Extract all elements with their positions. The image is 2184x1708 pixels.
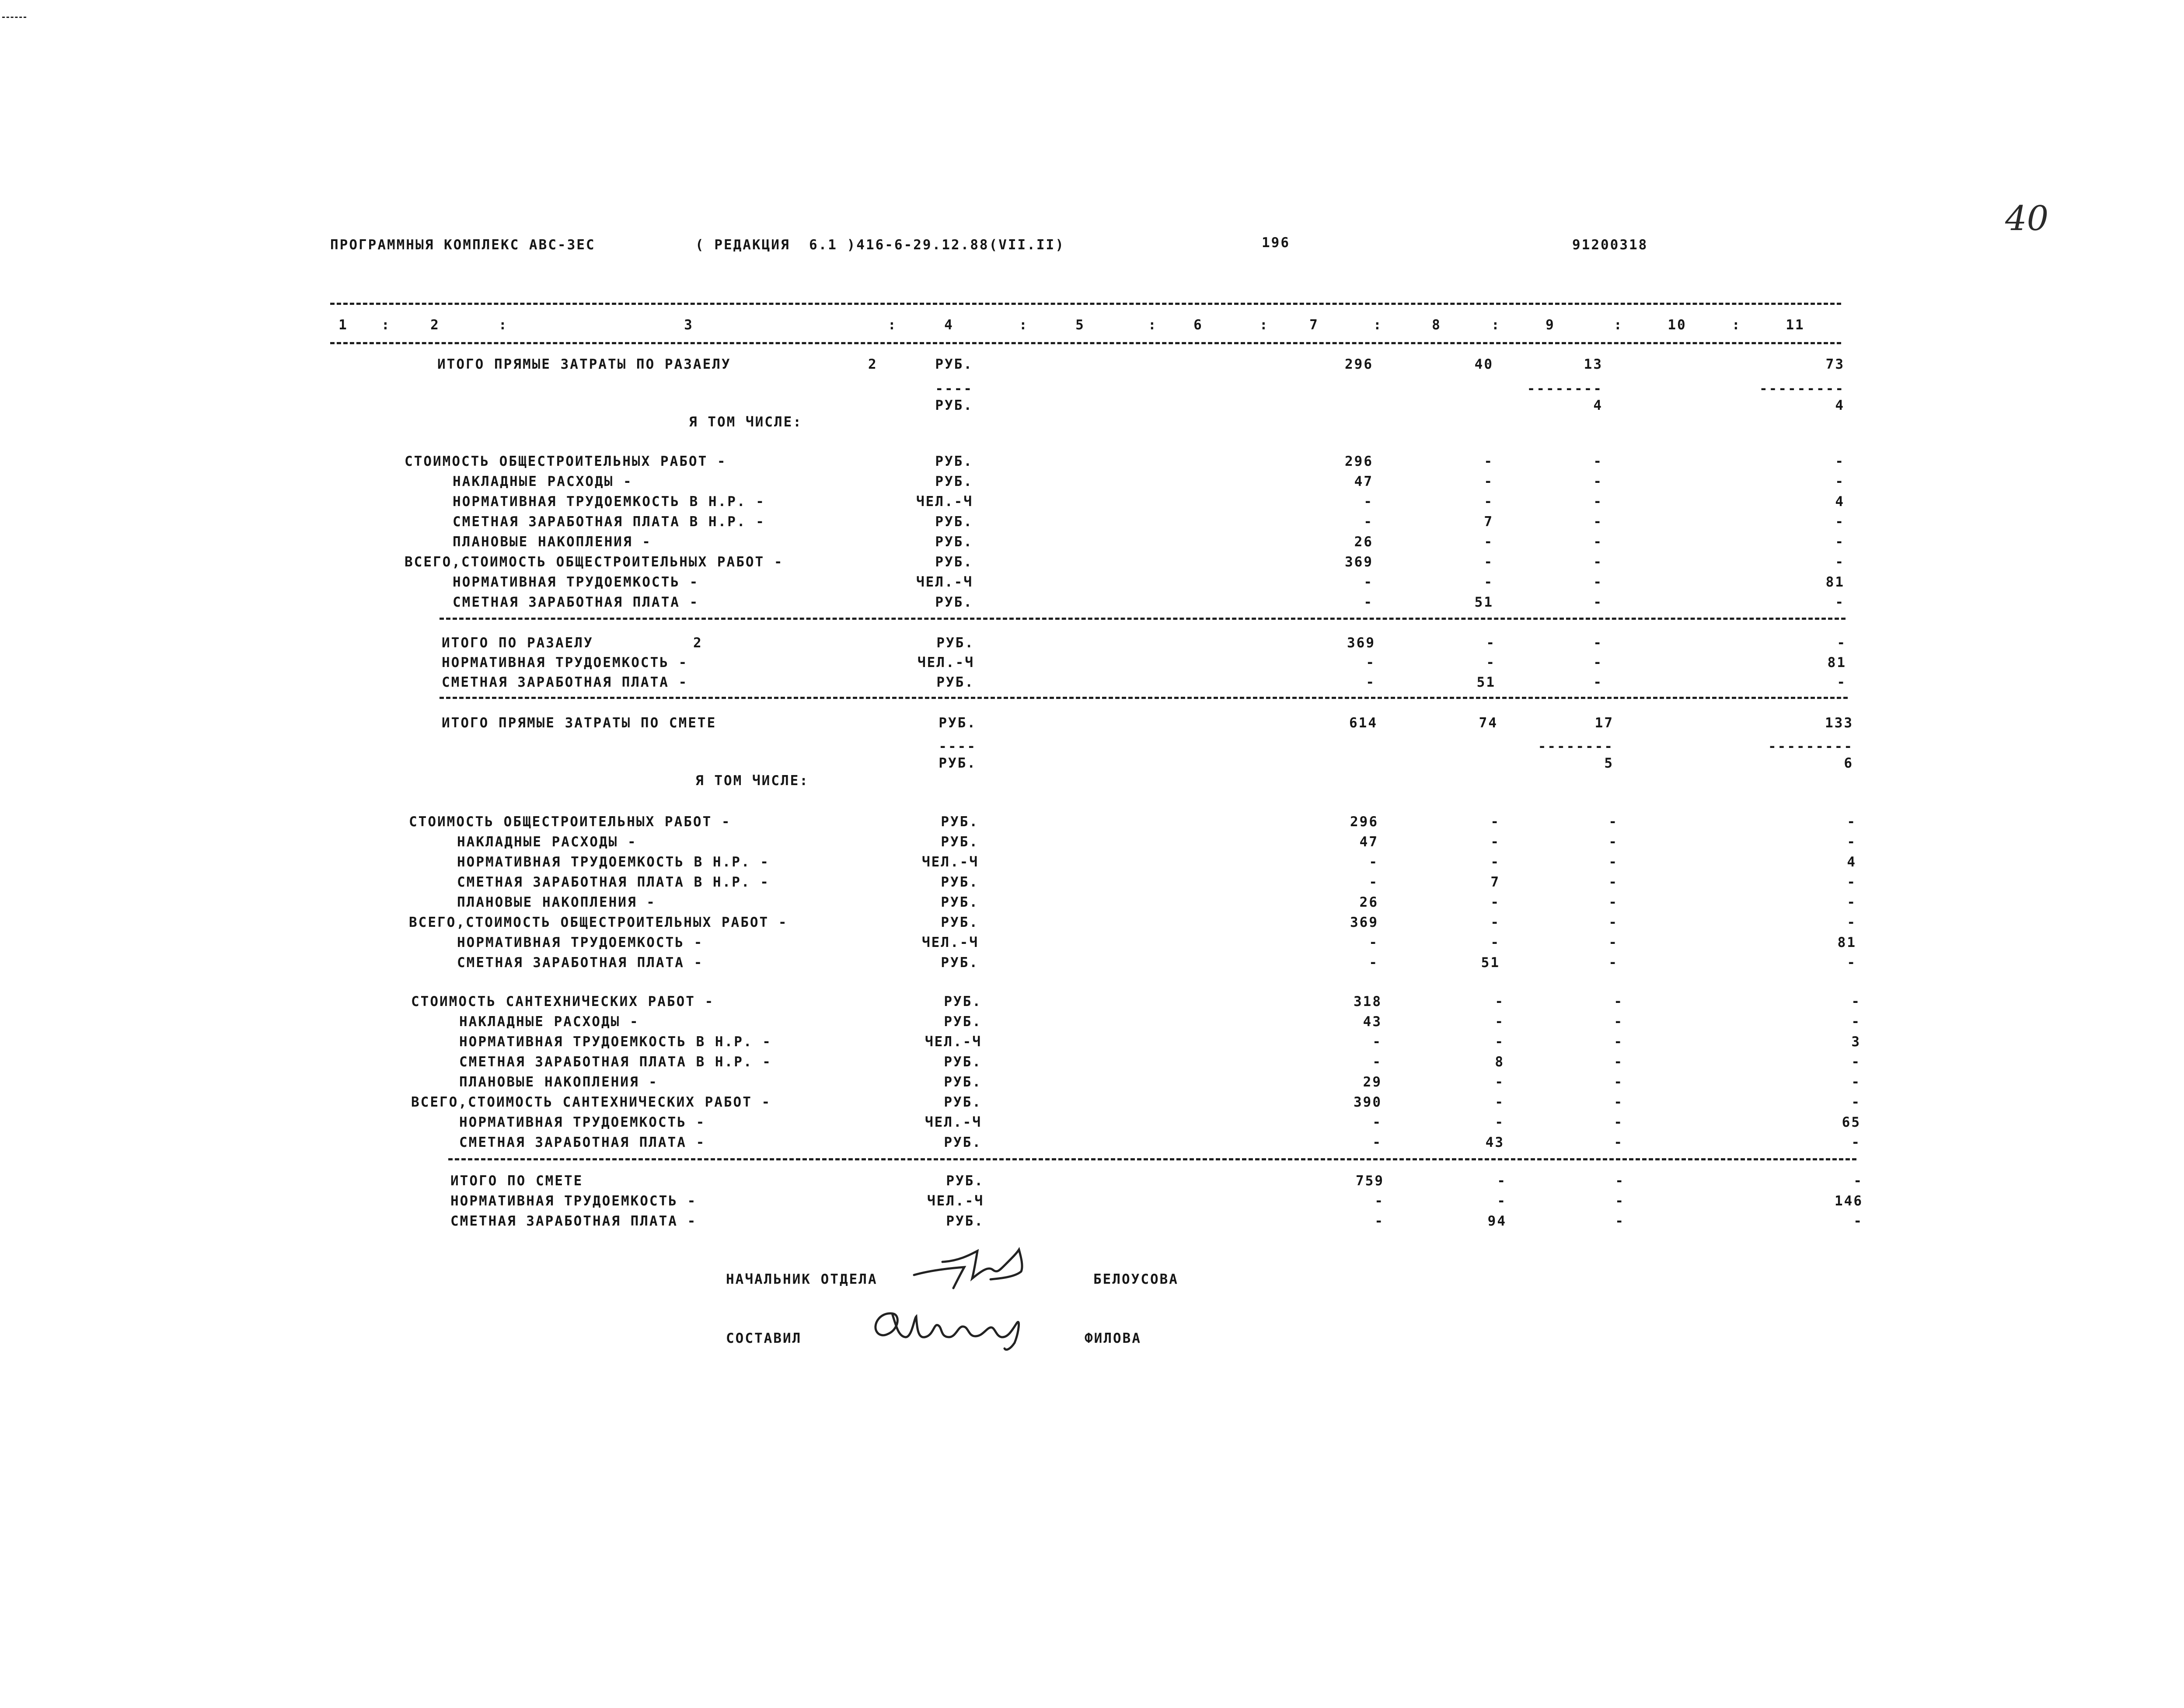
cell-col7: 26: [1354, 534, 1373, 550]
row-unit: РУБ.: [946, 1213, 984, 1229]
cell-col9: -: [1608, 935, 1618, 950]
sub-col11-dashes: ---------: [1768, 739, 1853, 754]
cell-col7: -: [1369, 854, 1378, 870]
row-unit: ЧЕЛ.-Ч: [916, 574, 973, 590]
column-header-5: 5: [1075, 317, 1085, 333]
cell-col8: -: [1495, 1014, 1504, 1030]
row-unit: РУБ.: [941, 834, 979, 850]
column-header-2: 2: [430, 317, 440, 333]
rule-section1-end: [440, 618, 1846, 620]
handwritten-page-number: 40: [2005, 199, 2049, 238]
row-unit: РУБ.: [944, 994, 982, 1009]
cell-col8: 51: [1481, 955, 1500, 971]
cell-col7: 47: [1359, 834, 1378, 850]
column-header-1: 1: [338, 317, 348, 333]
cell-col7: 47: [1354, 474, 1373, 489]
row-razdel-number: 2: [868, 356, 878, 372]
row-unit: ЧЕЛ.-Ч: [925, 1034, 982, 1050]
cell-col7: -: [1375, 1193, 1384, 1209]
cell-col8: -: [1490, 854, 1500, 870]
cell-col11: -: [1851, 1054, 1861, 1070]
cell-col11: -: [1847, 814, 1856, 830]
cell-col7: 296: [1345, 356, 1373, 372]
cell-col7: -: [1375, 1213, 1384, 1229]
row-label: НОРМАТИВНАЯ ТРУДОЕМКОСТЬ -: [442, 655, 688, 671]
row-label: СТОИМОСТЬ САНТЕХНИЧЕСКИХ РАБОТ -: [411, 994, 715, 1009]
cell-col11: -: [1851, 1014, 1861, 1030]
row-label: ВСЕГО,СТОИМОСТЬ САНТЕХНИЧЕСКИХ РАБОТ -: [411, 1094, 771, 1110]
row-label: НАКЛАДНЫЕ РАСХОДЫ -: [453, 474, 633, 489]
cell-col9: -: [1608, 894, 1618, 910]
cell-col8: 94: [1487, 1213, 1507, 1229]
cell-col8: -: [1490, 834, 1500, 850]
cell-col9: -: [1593, 474, 1603, 489]
cell-col7: 318: [1354, 994, 1382, 1009]
row-label: НАКЛАДНЫЕ РАСХОДЫ -: [457, 834, 637, 850]
cell-col9: -: [1614, 1034, 1623, 1050]
row-unit: РУБ.: [936, 674, 974, 690]
column-separator: :: [1019, 317, 1029, 333]
sub-unit: РУБ.: [935, 398, 973, 413]
row-label: ПЛАНОВЫЕ НАКОПЛЕНИЯ -: [457, 894, 656, 910]
cell-col8: -: [1484, 454, 1493, 469]
column-separator: :: [1373, 317, 1383, 333]
row-label: ВСЕГО,СТОИМОСТЬ ОБЩЕСТРОИТЕЛЬНЫХ РАБОТ -: [405, 554, 784, 570]
cell-col11: -: [1851, 1135, 1861, 1150]
cell-col9: -: [1615, 1193, 1625, 1209]
column-header-9: 9: [1546, 317, 1555, 333]
sub-col11: 6: [1844, 755, 1853, 771]
cell-col11: -: [1835, 534, 1845, 550]
author-name: ФИЛОВА: [1085, 1331, 1141, 1346]
cell-col8: -: [1495, 1094, 1504, 1110]
cell-col7: 614: [1349, 715, 1378, 731]
row-unit: РУБ.: [941, 915, 979, 930]
row-label: НОРМАТИВНАЯ ТРУДОЕМКОСТЬ -: [459, 1114, 706, 1130]
row-razdel-number: 2: [693, 635, 703, 651]
cell-col9: -: [1593, 674, 1603, 690]
cell-col11: -: [1853, 1213, 1863, 1229]
cell-col7: -: [1369, 955, 1378, 971]
cell-col7: -: [1372, 1034, 1382, 1050]
cell-col9: -: [1593, 514, 1603, 530]
cell-col11: 65: [1842, 1114, 1861, 1130]
sheet-number: 196: [1262, 235, 1290, 251]
column-header-3: 3: [684, 317, 694, 333]
row-label: ВСЕГО,СТОИМОСТЬ ОБЩЕСТРОИТЕЛЬНЫХ РАБОТ -: [409, 915, 788, 930]
cell-col11: 146: [1835, 1193, 1863, 1209]
column-separator: :: [1148, 317, 1158, 333]
cell-col11: -: [1853, 1173, 1863, 1189]
column-separator: :: [1732, 317, 1741, 333]
row-label: НОРМАТИВНАЯ ТРУДОЕМКОСТЬ -: [453, 574, 699, 590]
cell-col7: 369: [1350, 915, 1378, 930]
column-header-7: 7: [1309, 317, 1319, 333]
cell-col9: -: [1608, 874, 1618, 890]
including-label: Я ТОМ ЧИСЛЕ:: [689, 414, 802, 430]
cell-col8: 74: [1479, 715, 1498, 731]
sub-col11: 4: [1835, 398, 1845, 413]
cell-col11: -: [1851, 1074, 1861, 1090]
cell-col9: -: [1608, 814, 1618, 830]
row-unit: РУБ.: [935, 356, 973, 372]
cell-col9: -: [1614, 1054, 1623, 1070]
cell-col9: -: [1614, 1114, 1623, 1130]
cell-col11: -: [1835, 594, 1845, 610]
row-label: НОРМАТИВНАЯ ТРУДОЕМКОСТЬ В Н.Р. -: [459, 1034, 772, 1050]
cell-col9: -: [1608, 915, 1618, 930]
rule-top: [330, 303, 1841, 305]
chief-signature: [912, 1244, 1034, 1292]
cell-col8: -: [1484, 554, 1493, 570]
author-label: СОСТАВИЛ: [726, 1331, 802, 1346]
cell-col9: 13: [1584, 356, 1603, 372]
cell-col8: 40: [1474, 356, 1493, 372]
cell-col8: 7: [1484, 514, 1493, 530]
column-separator: :: [1614, 317, 1623, 333]
row-label: СТОИМОСТЬ ОБЩЕСТРОИТЕЛЬНЫХ РАБОТ -: [405, 454, 727, 469]
cell-col9: -: [1593, 494, 1603, 510]
cell-col11: 73: [1825, 356, 1845, 372]
sub-unit: РУБ.: [938, 755, 977, 771]
cell-col8: -: [1495, 1074, 1504, 1090]
cell-col8: -: [1490, 814, 1500, 830]
cell-col9: -: [1593, 594, 1603, 610]
cell-col7: 759: [1356, 1173, 1384, 1189]
sub-col9: 5: [1604, 755, 1614, 771]
row-label: СМЕТНАЯ ЗАРАБОТНАЯ ПЛАТА -: [450, 1213, 697, 1229]
row-label: НОРМАТИВНАЯ ТРУДОЕМКОСТЬ -: [457, 935, 704, 950]
cell-col8: -: [1486, 655, 1496, 671]
cell-col8: -: [1495, 994, 1504, 1009]
author-signature: [868, 1306, 1034, 1354]
cell-col11: 4: [1847, 854, 1856, 870]
cell-col7: 296: [1350, 814, 1378, 830]
cell-col9: -: [1593, 554, 1603, 570]
cell-col11: -: [1851, 994, 1861, 1009]
column-header-8: 8: [1432, 317, 1441, 333]
sub-unit-dashes: ----: [938, 739, 977, 754]
cell-col11: -: [1837, 674, 1846, 690]
cell-col9: -: [1614, 1074, 1623, 1090]
cell-col9: -: [1593, 574, 1603, 590]
cell-col8: -: [1497, 1173, 1507, 1189]
cell-col11: -: [1847, 915, 1856, 930]
cell-col7: -: [1366, 674, 1375, 690]
row-unit: РУБ.: [941, 894, 979, 910]
program-name: ПРОГРАММНЫЯ КОМПЛЕКС АВС-3ЕС: [330, 237, 596, 253]
cell-col11: -: [1847, 874, 1856, 890]
row-unit: ЧЕЛ.-Ч: [918, 655, 974, 671]
row-unit: РУБ.: [944, 1094, 982, 1110]
cell-col9: -: [1614, 1094, 1623, 1110]
row-label: СМЕТНАЯ ЗАРАБОТНАЯ ПЛАТА -: [459, 1135, 706, 1150]
row-label: ПЛАНОВЫЕ НАКОПЛЕНИЯ -: [453, 534, 652, 550]
cell-col8: -: [1490, 915, 1500, 930]
row-label: СМЕТНАЯ ЗАРАБОТНАЯ ПЛАТА В Н.Р. -: [453, 514, 765, 530]
chief-label: НАЧАЛЬНИК ОТДЕЛА: [726, 1271, 878, 1287]
cell-col8: 51: [1474, 594, 1493, 610]
row-label: СМЕТНАЯ ЗАРАБОТНАЯ ПЛАТА В Н.Р. -: [457, 874, 770, 890]
cell-col9: -: [1593, 655, 1603, 671]
row-unit: РУБ.: [941, 814, 979, 830]
row-unit: ЧЕЛ.-Ч: [922, 935, 979, 950]
cell-col8: -: [1484, 534, 1493, 550]
sub-col11-dashes: ---------: [1759, 381, 1845, 397]
cell-col7: -: [1366, 655, 1375, 671]
row-unit: ЧЕЛ.-Ч: [925, 1114, 982, 1130]
cell-col7: 29: [1363, 1074, 1382, 1090]
cell-col8: -: [1495, 1034, 1504, 1050]
row-label: СМЕТНАЯ ЗАРАБОТНАЯ ПЛАТА В Н.Р. -: [459, 1054, 772, 1070]
cell-col7: 369: [1347, 635, 1375, 651]
document-code: 91200318: [1572, 237, 1648, 253]
cell-col7: -: [1369, 874, 1378, 890]
row-unit: ЧЕЛ.-Ч: [927, 1193, 984, 1209]
cell-col7: 296: [1345, 454, 1373, 469]
cell-col9: -: [1614, 1135, 1623, 1150]
row-label: СТОИМОСТЬ ОБЩЕСТРОИТЕЛЬНЫХ РАБОТ -: [409, 814, 731, 830]
row-unit: РУБ.: [941, 955, 979, 971]
cell-col9: -: [1614, 994, 1623, 1009]
cell-col8: -: [1486, 635, 1496, 651]
cell-col11: 3: [1851, 1034, 1861, 1050]
cell-col9: -: [1608, 955, 1618, 971]
row-unit: РУБ.: [935, 554, 973, 570]
cell-col8: -: [1497, 1193, 1507, 1209]
corner-mark: [2, 17, 26, 18]
cell-col9: -: [1608, 854, 1618, 870]
cell-col11: 133: [1825, 715, 1853, 731]
sub-col9: 4: [1593, 398, 1603, 413]
cell-col7: -: [1364, 494, 1373, 510]
cell-col11: 4: [1835, 494, 1845, 510]
cell-col8: -: [1484, 474, 1493, 489]
row-label: НАКЛАДНЫЕ РАСХОДЫ -: [459, 1014, 639, 1030]
row-label: НОРМАТИВНАЯ ТРУДОЕМКОСТЬ В Н.Р. -: [453, 494, 765, 510]
cell-col9: -: [1593, 635, 1603, 651]
cell-col7: -: [1364, 574, 1373, 590]
chief-name: БЕЛОУСОВА: [1093, 1271, 1179, 1287]
row-unit: РУБ.: [935, 474, 973, 489]
rule-section1-totals-end: [440, 697, 1848, 699]
cell-col8: -: [1490, 935, 1500, 950]
row-unit: РУБ.: [936, 635, 974, 651]
cell-col11: -: [1837, 635, 1846, 651]
row-label: СМЕТНАЯ ЗАРАБОТНАЯ ПЛАТА -: [457, 955, 704, 971]
cell-col8: -: [1490, 894, 1500, 910]
cell-col9: -: [1608, 834, 1618, 850]
row-unit: РУБ.: [944, 1014, 982, 1030]
cell-col8: 8: [1495, 1054, 1504, 1070]
row-unit: РУБ.: [938, 715, 977, 731]
cell-col11: 81: [1825, 574, 1845, 590]
cell-col11: -: [1847, 834, 1856, 850]
row-unit: РУБ.: [944, 1135, 982, 1150]
cell-col7: -: [1372, 1114, 1382, 1130]
cell-col9: -: [1615, 1173, 1625, 1189]
row-label: СМЕТНАЯ ЗАРАБОТНАЯ ПЛАТА -: [453, 594, 699, 610]
row-unit: РУБ.: [941, 874, 979, 890]
row-unit: РУБ.: [935, 594, 973, 610]
row-unit: РУБ.: [944, 1074, 982, 1090]
cell-col7: 43: [1363, 1014, 1382, 1030]
cell-col7: 26: [1359, 894, 1378, 910]
sub-unit-dashes: ----: [935, 381, 973, 397]
cell-col11: 81: [1837, 935, 1856, 950]
row-label: ИТОГО ПРЯМЫЕ ЗАТРАТЫ ПО СМЕТЕ: [442, 715, 717, 731]
cell-col11: -: [1847, 955, 1856, 971]
sub-col9-dashes: --------: [1527, 381, 1603, 397]
column-separator: :: [1259, 317, 1269, 333]
column-header-6: 6: [1193, 317, 1203, 333]
cell-col11: -: [1835, 514, 1845, 530]
cell-col7: -: [1372, 1135, 1382, 1150]
row-label: ИТОГО ПО СМЕТЕ: [450, 1173, 583, 1189]
row-unit: РУБ.: [944, 1054, 982, 1070]
cell-col7: 369: [1345, 554, 1373, 570]
cell-col9: -: [1593, 534, 1603, 550]
cell-col9: -: [1615, 1213, 1625, 1229]
cell-col11: -: [1835, 474, 1845, 489]
cell-col11: -: [1835, 454, 1845, 469]
row-unit: ЧЕЛ.-Ч: [922, 854, 979, 870]
cell-col8: 7: [1490, 874, 1500, 890]
row-unit: РУБ.: [935, 454, 973, 469]
cell-col11: -: [1835, 554, 1845, 570]
cell-col7: -: [1372, 1054, 1382, 1070]
cell-col8: -: [1484, 494, 1493, 510]
cell-col11: -: [1847, 894, 1856, 910]
cell-col11: -: [1851, 1094, 1861, 1110]
row-label: НОРМАТИВНАЯ ТРУДОЕМКОСТЬ В Н.Р. -: [457, 854, 770, 870]
column-separator: :: [381, 317, 391, 333]
row-label: ПЛАНОВЫЕ НАКОПЛЕНИЯ -: [459, 1074, 658, 1090]
column-header-11: 11: [1786, 317, 1805, 333]
cell-col9: -: [1593, 454, 1603, 469]
column-separator: :: [888, 317, 897, 333]
cell-col9: -: [1614, 1014, 1623, 1030]
rule-section2-end: [448, 1158, 1856, 1160]
column-separator: :: [499, 317, 508, 333]
cell-col7: -: [1364, 514, 1373, 530]
row-unit: РУБ.: [946, 1173, 984, 1189]
row-unit: РУБ.: [935, 514, 973, 530]
cell-col8: -: [1495, 1114, 1504, 1130]
cell-col7: 390: [1354, 1094, 1382, 1110]
edition-info: ( РЕДАКЦИЯ 6.1 )416-6-29.12.88(VII.II): [695, 237, 1065, 253]
cell-col7: -: [1369, 935, 1378, 950]
cell-col8: 51: [1476, 674, 1496, 690]
cell-col11: 81: [1827, 655, 1846, 671]
row-unit: ЧЕЛ.-Ч: [916, 494, 973, 510]
column-separator: :: [1491, 317, 1501, 333]
column-header-4: 4: [944, 317, 954, 333]
cell-col7: -: [1364, 594, 1373, 610]
row-label: ИТОГО ПО РАЗАЕЛУ: [442, 635, 593, 651]
row-label: ИТОГО ПРЯМЫЕ ЗАТРАТЫ ПО РАЗАЕЛУ: [437, 356, 731, 372]
sub-col9-dashes: --------: [1538, 739, 1614, 754]
including-label: Я ТОМ ЧИСЛЕ:: [695, 773, 809, 789]
row-label: НОРМАТИВНАЯ ТРУДОЕМКОСТЬ -: [450, 1193, 697, 1209]
cell-col9: 17: [1594, 715, 1614, 731]
cell-col8: 43: [1485, 1135, 1504, 1150]
cell-col8: -: [1484, 574, 1493, 590]
row-unit: РУБ.: [935, 534, 973, 550]
row-label: СМЕТНАЯ ЗАРАБОТНАЯ ПЛАТА -: [442, 674, 688, 690]
column-header-10: 10: [1668, 317, 1687, 333]
rule-under-header: [330, 342, 1841, 344]
